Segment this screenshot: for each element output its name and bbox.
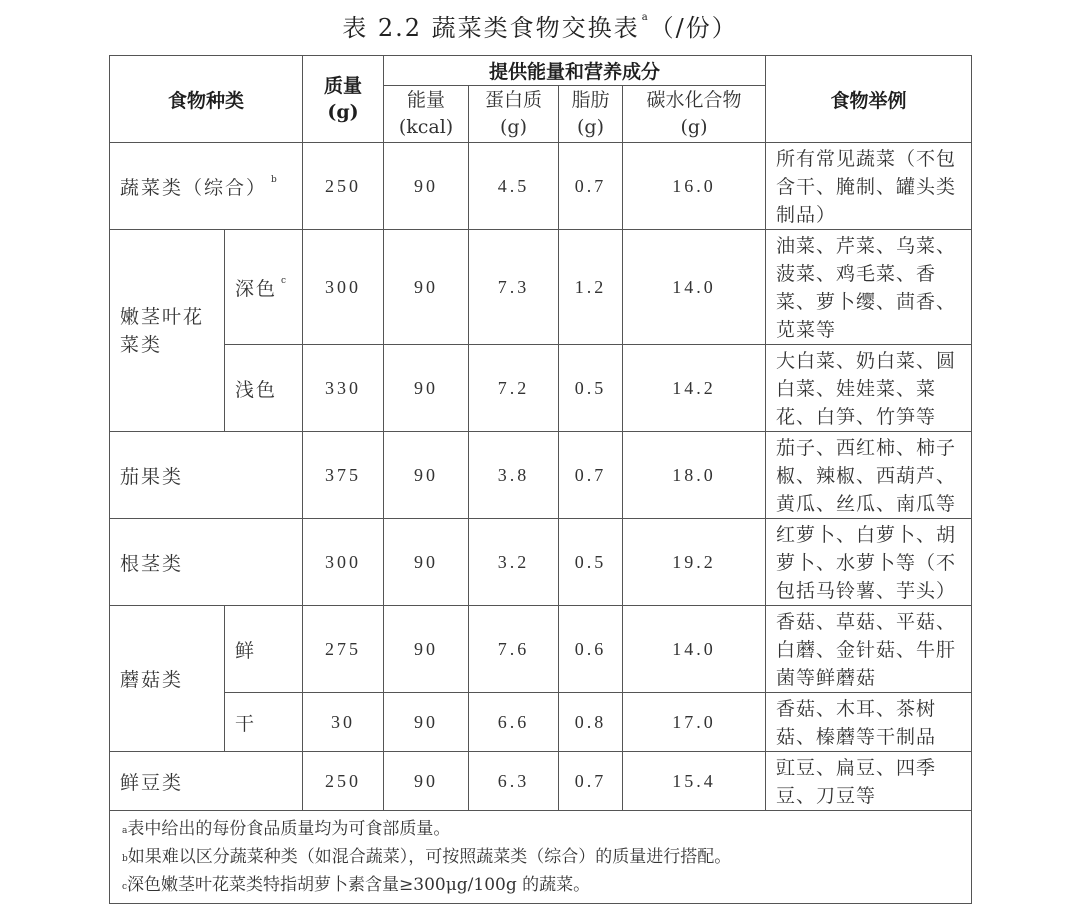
header-carb-unit: (g): [680, 116, 708, 138]
header-carb-label: 碳水化合物: [646, 89, 742, 111]
footnote-mark: b: [122, 854, 128, 864]
carb-cell: 15.4: [623, 752, 766, 811]
table-title: [0, 8, 1080, 43]
mass-cell: 250: [303, 752, 384, 811]
mass-cell: 300: [303, 519, 384, 606]
category-label: 蔬菜类（综合）: [120, 176, 268, 199]
mass-cell: 30: [303, 693, 384, 752]
carb-cell: 19.2: [623, 519, 766, 606]
table-row: [110, 143, 972, 230]
protein-cell: 7.3: [469, 230, 559, 345]
header-protein: [469, 86, 559, 143]
protein-cell: 7.2: [469, 345, 559, 432]
header-examples: 食物举例: [766, 56, 972, 143]
fat-cell: 0.7: [559, 432, 623, 519]
energy-cell: 90: [384, 432, 469, 519]
fat-cell: 0.6: [559, 606, 623, 693]
table-row: [110, 752, 972, 811]
energy-cell: 90: [384, 230, 469, 345]
energy-cell: 90: [384, 519, 469, 606]
mass-cell: 250: [303, 143, 384, 230]
mass-cell: 330: [303, 345, 384, 432]
header-food-type: 食物种类: [110, 56, 303, 143]
subcategory-cell: [225, 230, 303, 345]
carb-cell: 17.0: [623, 693, 766, 752]
title-unit: （/份）: [649, 14, 738, 42]
header-fat-unit: (g): [577, 116, 605, 138]
mass-cell: 275: [303, 606, 384, 693]
fat-cell: 0.5: [559, 345, 623, 432]
protein-cell: 7.6: [469, 606, 559, 693]
header-mass-unit: (g): [327, 101, 359, 123]
header-row-1: [110, 56, 972, 86]
fat-cell: 1.2: [559, 230, 623, 345]
header-fat-label: 脂肪: [571, 89, 610, 111]
footnotes-row: [110, 811, 972, 904]
carb-cell: 14.0: [623, 230, 766, 345]
examples-cell: 所有常见蔬菜（不包含干、腌制、罐头类制品）: [766, 143, 972, 230]
footnote-mark: b: [271, 174, 279, 185]
header-fat: [559, 86, 623, 143]
examples-cell: 大白菜、奶白菜、圆白菜、娃娃菜、菜花、白笋、竹笋等: [766, 345, 972, 432]
subcategory-cell: 鲜: [225, 606, 303, 693]
table-row: [110, 606, 972, 693]
header-protein-unit: (g): [500, 116, 528, 138]
fat-cell: 0.7: [559, 752, 623, 811]
vegetable-exchange-table: [109, 55, 972, 904]
carb-cell: 14.2: [623, 345, 766, 432]
protein-cell: 6.6: [469, 693, 559, 752]
category-cell: 蘑菇类: [110, 606, 225, 752]
header-mass-label: 质量: [324, 75, 363, 97]
footnote-mark: c: [122, 882, 128, 892]
footnotes-cell: [110, 811, 972, 904]
table-row: [110, 693, 972, 752]
carb-cell: 14.0: [623, 606, 766, 693]
footnote-text: 深色嫩茎叶花菜类特指胡萝卜素含量≥300μg/100g 的蔬菜。: [127, 875, 591, 895]
header-nutrition-group: 提供能量和营养成分: [384, 56, 766, 86]
header-energy-label: 能量: [407, 89, 446, 111]
footnote-text: 表中给出的每份食品质量均为可食部质量。: [127, 819, 451, 839]
carb-cell: 16.0: [623, 143, 766, 230]
subcategory-label: 深色: [235, 277, 278, 300]
title-text: 表 2.2 蔬菜类食物交换表: [342, 14, 640, 42]
examples-cell: 豇豆、扁豆、四季豆、刀豆等: [766, 752, 972, 811]
fat-cell: 0.7: [559, 143, 623, 230]
energy-cell: 90: [384, 693, 469, 752]
examples-cell: 红萝卜、白萝卜、胡萝卜、水萝卜等（不包括马铃薯、芋头）: [766, 519, 972, 606]
category-cell: 根茎类: [110, 519, 303, 606]
fat-cell: 0.8: [559, 693, 623, 752]
header-energy: [384, 86, 469, 143]
footnote-a: [118, 815, 963, 843]
examples-cell: 香菇、木耳、茶树菇、榛蘑等干制品: [766, 693, 972, 752]
header-mass: [303, 56, 384, 143]
table-row: [110, 230, 972, 345]
footnote-mark: a: [122, 826, 128, 836]
mass-cell: 375: [303, 432, 384, 519]
table-row: [110, 345, 972, 432]
table-row: [110, 432, 972, 519]
footnote-c: [118, 871, 963, 899]
table-row: [110, 519, 972, 606]
examples-cell: 油菜、芹菜、乌菜、菠菜、鸡毛菜、香菜、萝卜缨、茴香、苋菜等: [766, 230, 972, 345]
header-protein-label: 蛋白质: [485, 89, 543, 111]
fat-cell: 0.5: [559, 519, 623, 606]
subcategory-cell: 干: [225, 693, 303, 752]
header-carb: [623, 86, 766, 143]
examples-cell: 香菇、草菇、平菇、白蘑、金针菇、牛肝菌等鲜蘑菇: [766, 606, 972, 693]
category-cell: 鲜豆类: [110, 752, 303, 811]
protein-cell: 4.5: [469, 143, 559, 230]
energy-cell: 90: [384, 606, 469, 693]
energy-cell: 90: [384, 143, 469, 230]
category-cell: [110, 143, 303, 230]
footnote-text: 如果难以区分蔬菜种类（如混合蔬菜），可按照蔬菜类（综合）的质量进行搭配。: [127, 847, 732, 867]
title-footnote-mark: a: [641, 12, 650, 23]
category-cell: 嫩茎叶花菜类: [110, 230, 225, 432]
protein-cell: 3.8: [469, 432, 559, 519]
mass-cell: 300: [303, 230, 384, 345]
protein-cell: 6.3: [469, 752, 559, 811]
footnote-b: [118, 843, 963, 871]
category-cell: 茄果类: [110, 432, 303, 519]
examples-cell: 茄子、西红柿、柿子椒、辣椒、西葫芦、黄瓜、丝瓜、南瓜等: [766, 432, 972, 519]
energy-cell: 90: [384, 345, 469, 432]
footnote-mark: c: [281, 275, 289, 286]
subcategory-cell: 浅色: [225, 345, 303, 432]
protein-cell: 3.2: [469, 519, 559, 606]
carb-cell: 18.0: [623, 432, 766, 519]
header-energy-unit: (kcal): [398, 116, 454, 138]
energy-cell: 90: [384, 752, 469, 811]
